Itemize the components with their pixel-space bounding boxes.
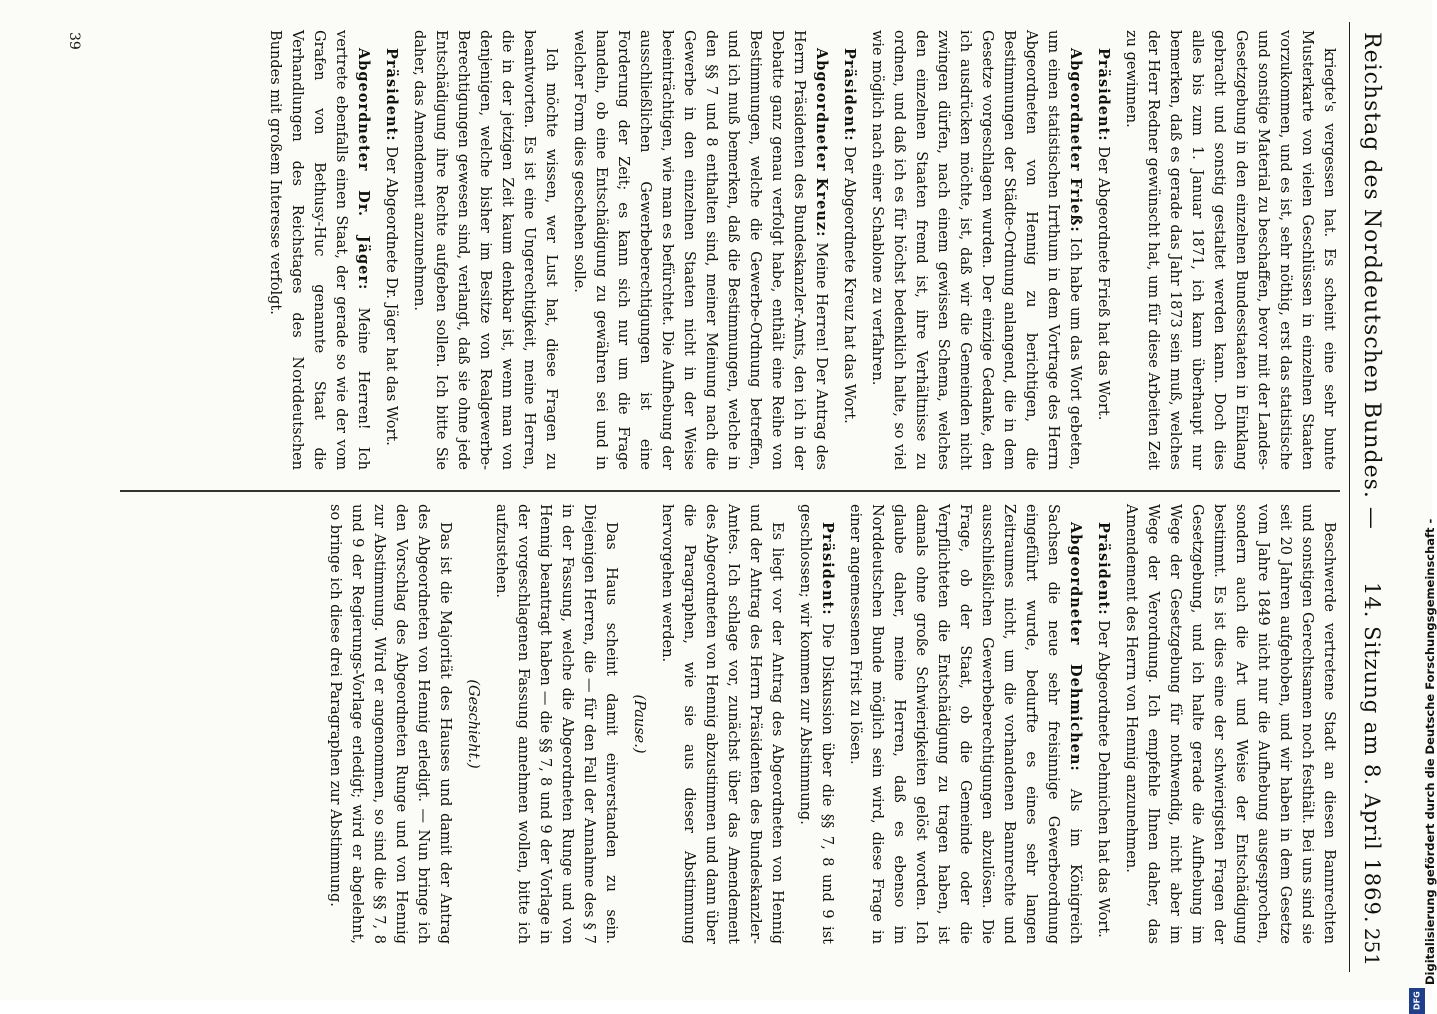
speaker-label: Abgeordneter Dr. Jäger: — [355, 48, 372, 291]
paragraph-text: Das Haus scheint damit einverstanden zu sein. Diejenigen Herren, die — für den Fall der Annahme des § 7 in der Fassung, welche die Abgeordneten Runge und von Hennig beantragt haben — die §§ 7, 8 und 9 der Vorlage in der vorgeschlagenen Fassung annehmen wollen, bitte ich aufzustehen. — [493, 504, 619, 944]
paragraph-text: Meine Herren! Der Antrag des Herrn Präsidenten des Bundeskanzler-Amts, den ich in der Debatte ganz genau verfolgt habe, enthält eine Reihe von Bestimmungen, welche die Gewerbe-Ordnung betreffen, und ich muß bemerken, daß die Bestimmungen, welche in den §§ 7 und 8 enthalten sind, meiner Meinung nach die Gewerbe in den einzelnen Staaten nicht in der Weise beeinträchtigen, wie man es befürchtet. Die Aufhebung der ausschließlichen Gewerbeberechtigungen ist eine Forderung der Zeit; es kann sich nur um die Frage handeln, ob eine Entschädigung zu gewähren sei und in welcher Form dies geschehen solle. — [571, 30, 829, 470]
paragraph — [490, 504, 622, 944]
speaker-label: Abgeordneter Dehmichen: — [1067, 522, 1084, 772]
speaker-label: Abgeordneter Frieß: — [1067, 48, 1084, 233]
paragraph — [1120, 504, 1340, 944]
column-divider — [120, 490, 1340, 492]
paragraph — [838, 30, 860, 470]
header-title-right: 14. Sitzung am 8. April 1869. — [1360, 582, 1384, 924]
paragraph-text: Der Abgeordnete Dehmichen hat das Wort. — [1095, 620, 1111, 938]
right-column — [70, 504, 1340, 944]
paragraph-text: kriegte's vergessen hat. Es scheint eine sehr bunte Musterkarte von vielen Geschlüssen in einzelnen Staaten vorzukommen, und es ist, sehr nöthig, erst das statistische und sonstige Material zu beschaffen, bevor mit der Landes-Gesetzgebung in den einzelnen Bundesstaaten in Einklang gebracht und sonstig gestaltet werden kann. Doch dies alles bis zum 1. Januar 1871, ich kann überhaupt nur bemerken, daß es gerade das Jahr 1873 sein muß, welches der Herr Redner gewünscht hat, um für diese Arbeiten Zeit zu gewinnen. — [1123, 30, 1337, 470]
speaker-label: Präsident: — [383, 48, 400, 142]
header-page-number: 251 — [1360, 927, 1384, 966]
paragraph — [324, 504, 456, 944]
paragraph-text: Der Abgeordnete Frieß hat das Wort. — [1095, 146, 1111, 421]
paragraph — [568, 30, 832, 470]
paragraph — [866, 30, 1086, 470]
stage-direction: (Geschieht.) — [465, 679, 481, 769]
running-header — [1349, 22, 1390, 972]
paragraph — [380, 30, 402, 470]
paragraph-text: Die Diskussion über die §§ 7, 8 und 9 ist geschlossen; wir kommen zur Abstimmung. — [797, 504, 835, 945]
document-page — [60, 22, 1390, 972]
paragraph — [264, 30, 374, 470]
paragraph-text: Der Abgeordnete Kreuz hat das Wort. — [841, 146, 857, 424]
speaker-label: Präsident: — [819, 522, 836, 616]
paragraph-text: Beschwerde vertretene Stadt an diesen Bannrechten und sonstigen Gerechtsamen noch festhält. Bei uns sind sie seit 20 Jahren aufgehoben, und wir haben in dem Gesetze vom Jahre 1849 nicht nur die Aufhebung ausgesprochen, sondern auch die Art und Weise der Entschädigung bestimmt. Es ist dies eine der schwierigsten Fragen der Gesetzgebung, und ich halte gerade die Aufhebung im Wege der Gesetzgebung für nothwendig, nicht aber im Wege der Verordnung. Ich empfehle Ihnen daher, das Amendement des Herrn von Hennig anzunehmen. — [1123, 504, 1337, 944]
bottom-page-number: 39 — [66, 32, 82, 50]
footer-strip — [1407, 20, 1437, 1011]
paragraph-text: Es liegt vor der Antrag des Abgeordneten von Hennig und der Antrag des Herrn Präsidenten des Bundeskanzler-Amtes. Ich schlage vor, zunächst über das Amendement des Abgeordneten von Hennig abzustimmen und dann über die Paragraphen, wie sie aus dieser Abstimmung hervorgehen werden. — [659, 504, 785, 944]
paragraph-text: Der Abgeordnete Dr. Jäger hat das Wort. — [383, 146, 399, 446]
paragraph-text: Ich habe um das Wort gebeten, um einen statistischen Irrthum in dem Vortrage des Herrn Abgeordneten von Hennig zu berichtigen, die Bestimmungen der Städte-Ordnung anlangend, die in dem Gesetze vorgeschlagen wurden. Der einzige Gedanke, den ich ausdrücken möchte, ist, daß wir die Gemeinden nicht zwingen dürfen, nach einem gewissen Schema, welches den einzelnen Staaten fremd ist, ihre Verhältnisse zu ordnen, und daß ich es für höchst bedenklich halte, so viel wie möglich nach einer Schablone zu verfahren. — [869, 30, 1083, 471]
speaker-label: Präsident: — [1095, 522, 1112, 616]
header-title-left: Reichstag des Norddeutschen Bundes. — — [1359, 32, 1384, 530]
paragraph-text: Meine Herren! Ich vertrete ebenfalls einen Staat, der gerade so wie der vom Grafen von Bethusy-Huc genannte Staat die Verhandlungen des Reichstages des Norddeutschen Bundes mit großem Interesse verfolgt. — [267, 30, 371, 471]
paragraph-text: Als im Königreich Sachsen die neue sehr freisinnige Gewerbeordnung eingeführt wurde, bedurfte es eines sehr langen Zeitraumes nicht, um die vorhandenen Bannrechte und ausschließlichen Gewerbeberechtigungen abzulösen. Die Frage, ob der Staat, ob die Gemeinde oder die Verpflichteten die Entschädigung zu tragen haben, ist damals ohne große Schwierigkeiten gelöst worden. Ich glaube daher, meine Herren, daß es ebenso im Norddeutschen Bunde möglich sein wird, diese Frage in einer angemessenen Frist zu lösen. — [847, 504, 1083, 945]
paragraph-text: Das ist die Majorität des Hauses und damit der Antrag des Abgeordneten von Hennig erledigt. — Nun bringe ich den Vorschlag des Abgeordneten Runge und von Hennig zur Abstimmung. Wird er angenommen, so sind die §§ 7, 8 und 9 der Regierungs-Vorlage erledigt; wird er abgelehnt, so bringe ich diese drei Paragraphen zur Abstimmung. — [327, 504, 453, 944]
paragraph — [408, 30, 562, 470]
paragraph-text: Ich möchte wissen, wer Lust hat, diese Fragen zu beantworten. Es ist eine Ungerechtigkeit, meine Herren, die in der jetzigen Zeit kaum denkbar ist, wenn man von denjenigen, welche bisher im Besitze von Realgewerbe-Berechtigungen gewesen sind, verlangt, daß sie ohne jede Entschädigung ihre Rechte aufgeben sollen. Ich bitte Sie daher, das Amendement anzunehmen. — [411, 30, 559, 470]
paragraph — [844, 504, 1086, 944]
speaker-label: Präsident: — [1095, 48, 1112, 142]
speaker-label: Abgeordneter Kreuz: — [813, 48, 830, 238]
paragraph — [656, 504, 788, 944]
paragraph — [794, 504, 838, 944]
paragraph — [1092, 504, 1114, 944]
paragraph — [1092, 30, 1114, 470]
dfg-logo: DFG — [1409, 988, 1425, 1014]
stage-direction: (Pause.) — [631, 694, 647, 754]
footer-credit: Digitalisierung gefördert durch die Deutsche Forschungsgemeinschaft - — [1423, 518, 1437, 985]
rotated-page-frame — [60, 22, 1390, 972]
speaker-label: Präsident: — [841, 48, 858, 142]
left-column — [70, 30, 1340, 470]
paragraph — [1120, 30, 1340, 470]
